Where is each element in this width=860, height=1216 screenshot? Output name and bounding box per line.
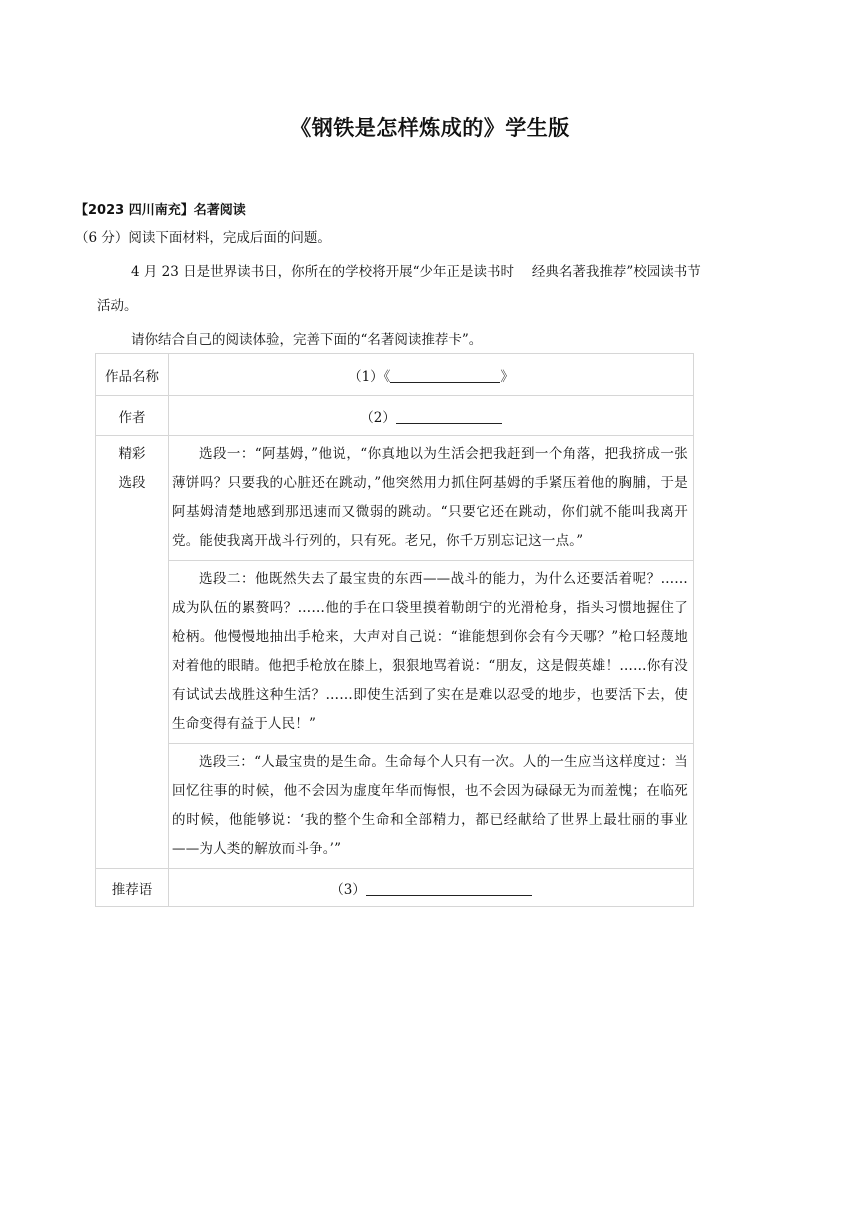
card-row-recommendation [96, 869, 694, 907]
author-blank[interactable] [396, 409, 502, 424]
page-title: 《钢铁是怎样炼成的》学生版 [290, 116, 570, 140]
work-name-cell [169, 354, 694, 396]
recommendation-blank[interactable] [366, 881, 532, 896]
label-work-name: 作品名称 [96, 354, 169, 396]
excerpt-1-cell [169, 436, 694, 561]
label-excerpts-line2: 选段 [118, 475, 146, 491]
label-author: 作者 [96, 396, 169, 436]
card-row-excerpt-2 [96, 561, 694, 744]
card-row-title [96, 354, 694, 396]
author-prefix: （2） [360, 409, 396, 426]
work-name-blank[interactable] [390, 368, 500, 383]
card-row-excerpt-1 [96, 436, 694, 561]
author-cell [169, 396, 694, 436]
recommendation-card [95, 353, 694, 907]
instruction-line: 请你结合自己的阅读体验，完善下面的“名著阅读推荐卡”。 [131, 332, 483, 348]
work-name-prefix: （1）《 [348, 368, 391, 385]
intro-line: （6 分）阅读下面材料，完成后面的问题。 [75, 230, 331, 246]
context-line-1: 4 月 23 日是世界读书日，你所在的学校将开展“少年正是读书时 经典名著我推荐”校园读书节 [131, 264, 701, 280]
excerpt-3-cell [169, 744, 694, 869]
label-excerpts [96, 436, 169, 869]
recommendation-prefix: （3） [330, 881, 366, 898]
section-heading: 【2023 四川南充】名著阅读 [75, 203, 246, 218]
card-row-excerpt-3 [96, 744, 694, 869]
excerpt-3: 选段三：“人最宝贵的是生命。生命每个人只有一次。人的一生应当这样度过：当回忆往事的时候，他不会因为虚度年华而悔恨，也不会因为碌碌无为而羞愧；在临死的时候，他能够说：‘我的整个生命和全部精力，都已经献给了世界上最壮丽的事业——为人类的解放而斗争。’” [172, 754, 688, 857]
card-row-author [96, 396, 694, 436]
excerpt-2: 选段二：他既然失去了最宝贵的东西——战斗的能力，为什么还要活着呢？……成为队伍的累赘吗？……他的手在口袋里摸着勒朗宁的光滑枪身，指头习惯地握住了枪柄。他慢慢地抽出手枪来，大声对自己说：“谁能想到你会有今天哪？”枪口轻蔑地对着他的眼睛。他把手枪放在膝上，狠狠地骂着说：“朋友，这是假英雄！……你有没有试试去战胜这种生活？……即使生活到了实在是难以忍受的地步，也要活下去，使生命变得有益于人民！” [172, 571, 688, 732]
work-name-suffix: 》 [500, 368, 514, 385]
excerpt-1: 选段一：“阿基姆，”他说，“你真地以为生活会把我赶到一个角落，把我挤成一张薄饼吗？只要我的心脏还在跳动，”他突然用力抓住阿基姆的手紧压着他的胸脯，于是阿基姆清楚地感到那迅速而又微弱的跳动。“只要它还在跳动，你们就不能叫我离开党。能使我离开战斗行列的，只有死。老兄，你千万别忘记这一点。” [172, 446, 688, 549]
excerpt-2-cell [169, 561, 694, 744]
label-recommendation: 推荐语 [96, 869, 169, 907]
context-line-2: 活动。 [97, 298, 138, 314]
label-excerpts-line1: 精彩 [118, 446, 146, 462]
recommendation-cell [169, 869, 694, 907]
